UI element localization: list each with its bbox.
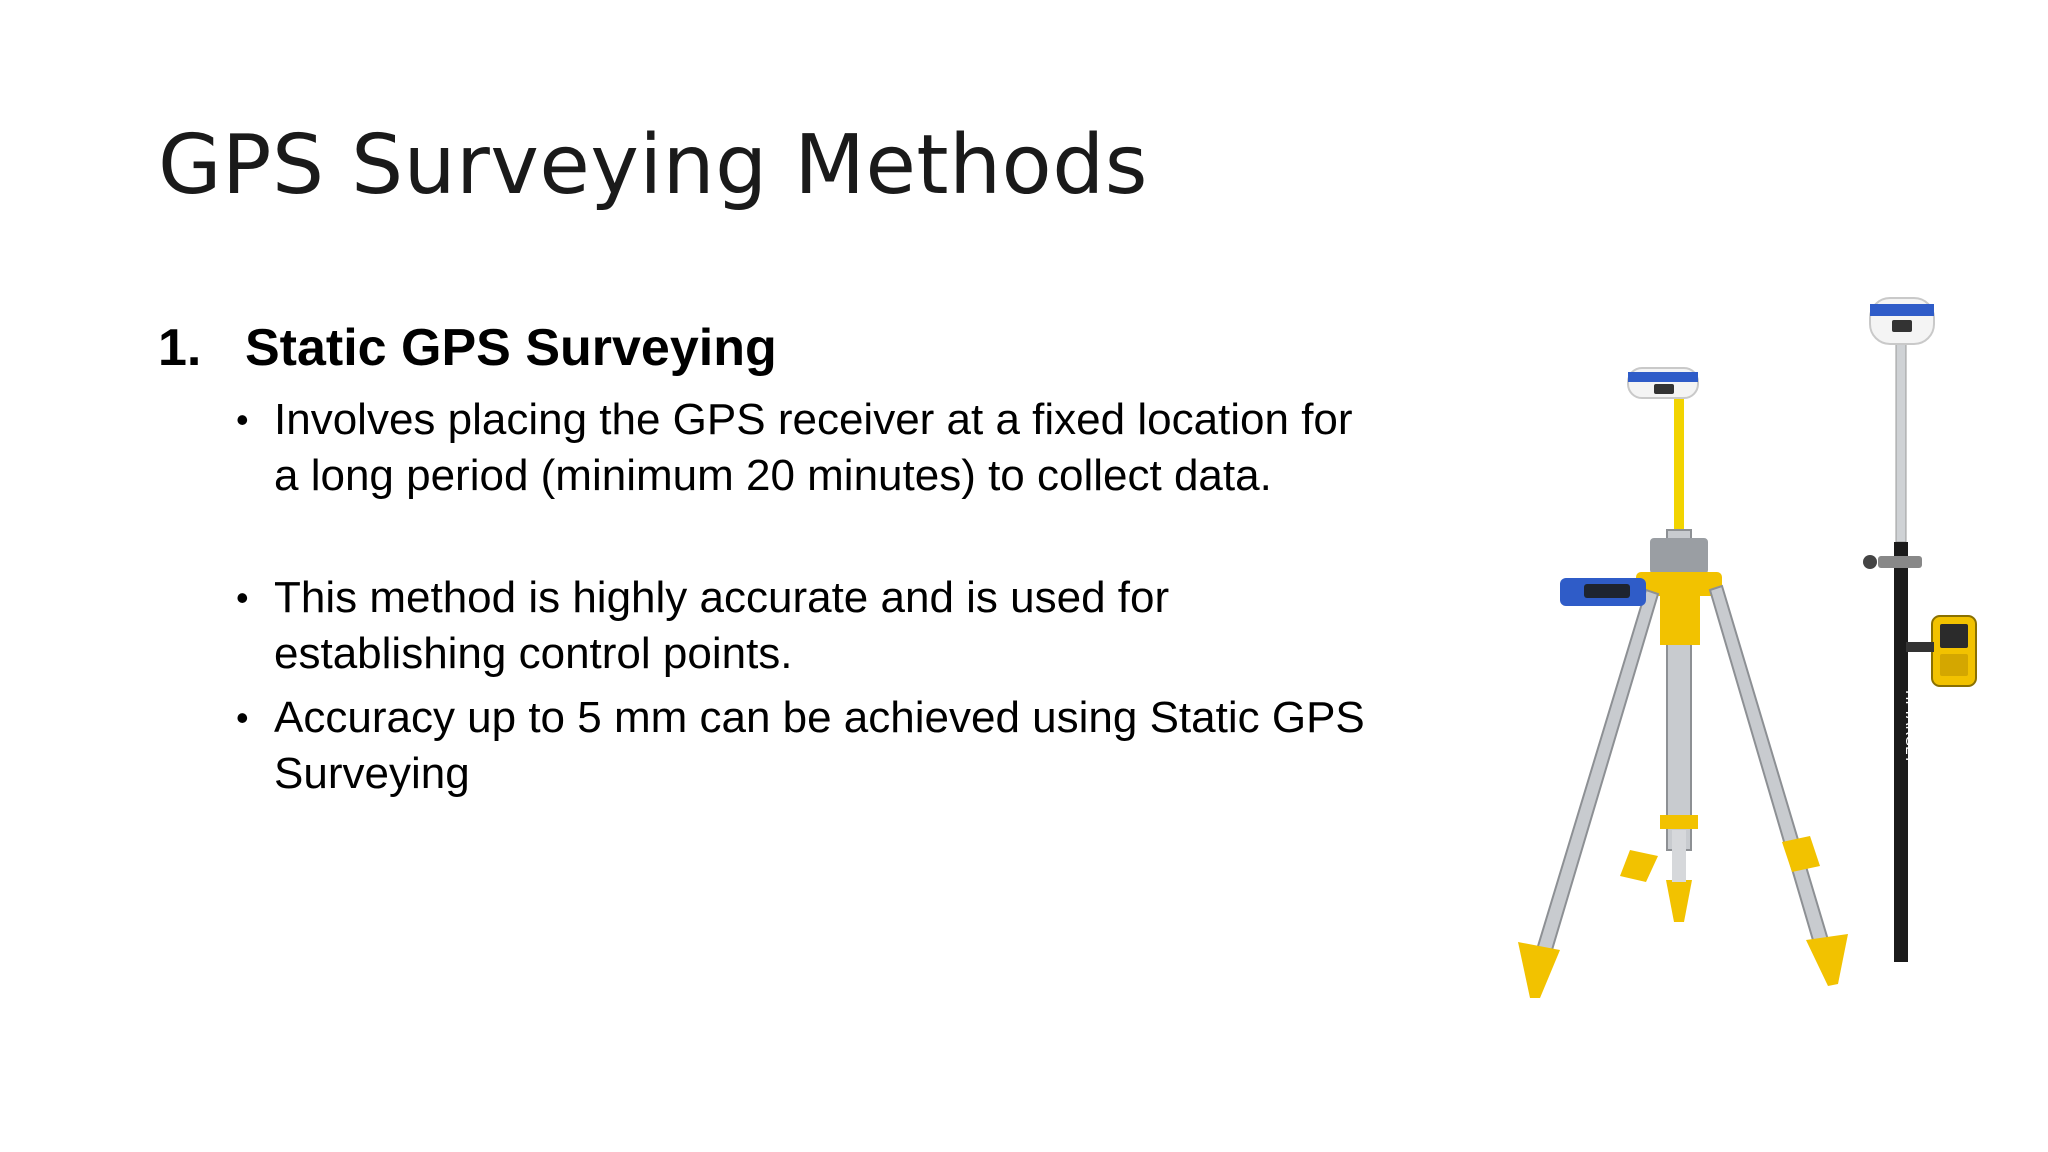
bullet-text: Accuracy up to 5 mm can be achieved using Static GPS Surveying	[274, 693, 1365, 798]
slide-title: GPS Surveying Methods	[158, 118, 1148, 213]
section-number: 1.	[158, 319, 202, 377]
bullet-icon: •	[236, 697, 249, 738]
bullet-item	[236, 392, 1366, 504]
bullet-item	[236, 570, 1366, 682]
bullet-icon: •	[236, 577, 249, 618]
gps-pole-icon	[1863, 298, 1976, 962]
bullet-item	[236, 690, 1366, 802]
bullet-icon: •	[236, 399, 249, 440]
tripod-icon	[1518, 368, 1848, 998]
section-heading-text: Static GPS Surveying	[245, 319, 777, 377]
bullet-text: This method is highly accurate and is used for establishing control points.	[274, 573, 1170, 678]
gps-equipment-photo	[1460, 290, 2020, 1010]
bullet-text: Involves placing the GPS receiver at a fixed location for a long period (minimum 20 minutes) to collect data.	[274, 395, 1353, 500]
section-heading	[158, 318, 777, 378]
pole-brand-text: HI-TARGET	[1902, 690, 1918, 764]
